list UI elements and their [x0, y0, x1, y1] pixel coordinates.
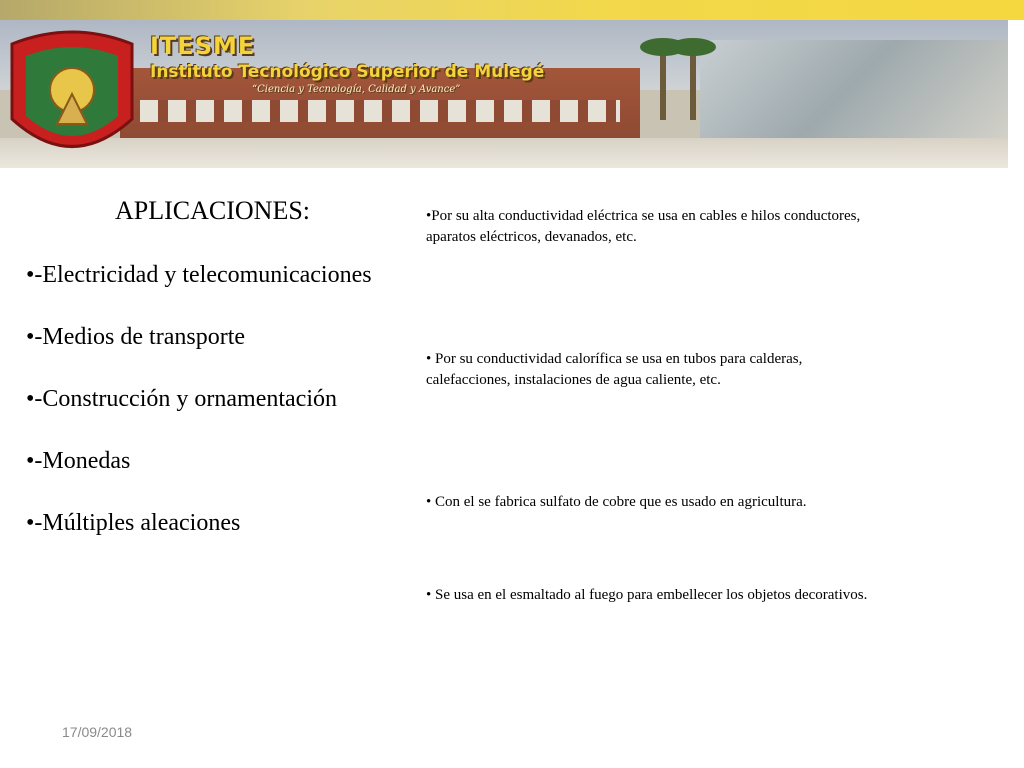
- detail-paragraph: • Se usa en el esmaltado al fuego para embellecer los objetos decorativos.: [426, 587, 868, 603]
- detail-paragraph: • Con el se fabrica sulfato de cobre que es usado en agricultura.: [426, 494, 807, 510]
- institution-logo-icon: [2, 24, 142, 166]
- header-banner: [0, 20, 1008, 168]
- institution-motto: “Ciencia y Tecnología, Calidad y Avance”: [252, 84, 461, 95]
- applications-heading: APLICACIONES:: [115, 196, 311, 225]
- palm-tree-icon: [690, 50, 696, 120]
- application-item: •-Múltiples aleaciones: [26, 510, 241, 536]
- institution-name: Instituto Tecnológico Superior de Mulegé: [150, 62, 545, 82]
- application-item: •-Medios de transporte: [26, 324, 246, 350]
- detail-paragraph: • Por su conductividad calorífica se usa en tubos para calderas, calefacciones, instalaciones de agua caliente, etc.: [426, 351, 803, 388]
- application-item: •-Electricidad y telecomunicaciones: [26, 262, 372, 288]
- banner-plaza: [0, 138, 1008, 168]
- application-item: •-Monedas: [26, 448, 131, 474]
- application-item: •-Construcción y ornamentación: [26, 386, 337, 412]
- banner-windows: [140, 100, 620, 122]
- top-accent-bar: [0, 0, 1024, 20]
- palm-tree-icon: [660, 50, 666, 120]
- detail-paragraph: •Por su alta conductividad eléctrica se usa en cables e hilos conductores, aparatos eléctricos, devanados, etc.: [426, 208, 861, 245]
- footer-date: 17/09/2018: [62, 724, 133, 740]
- institution-acronym: ITESME: [150, 32, 256, 60]
